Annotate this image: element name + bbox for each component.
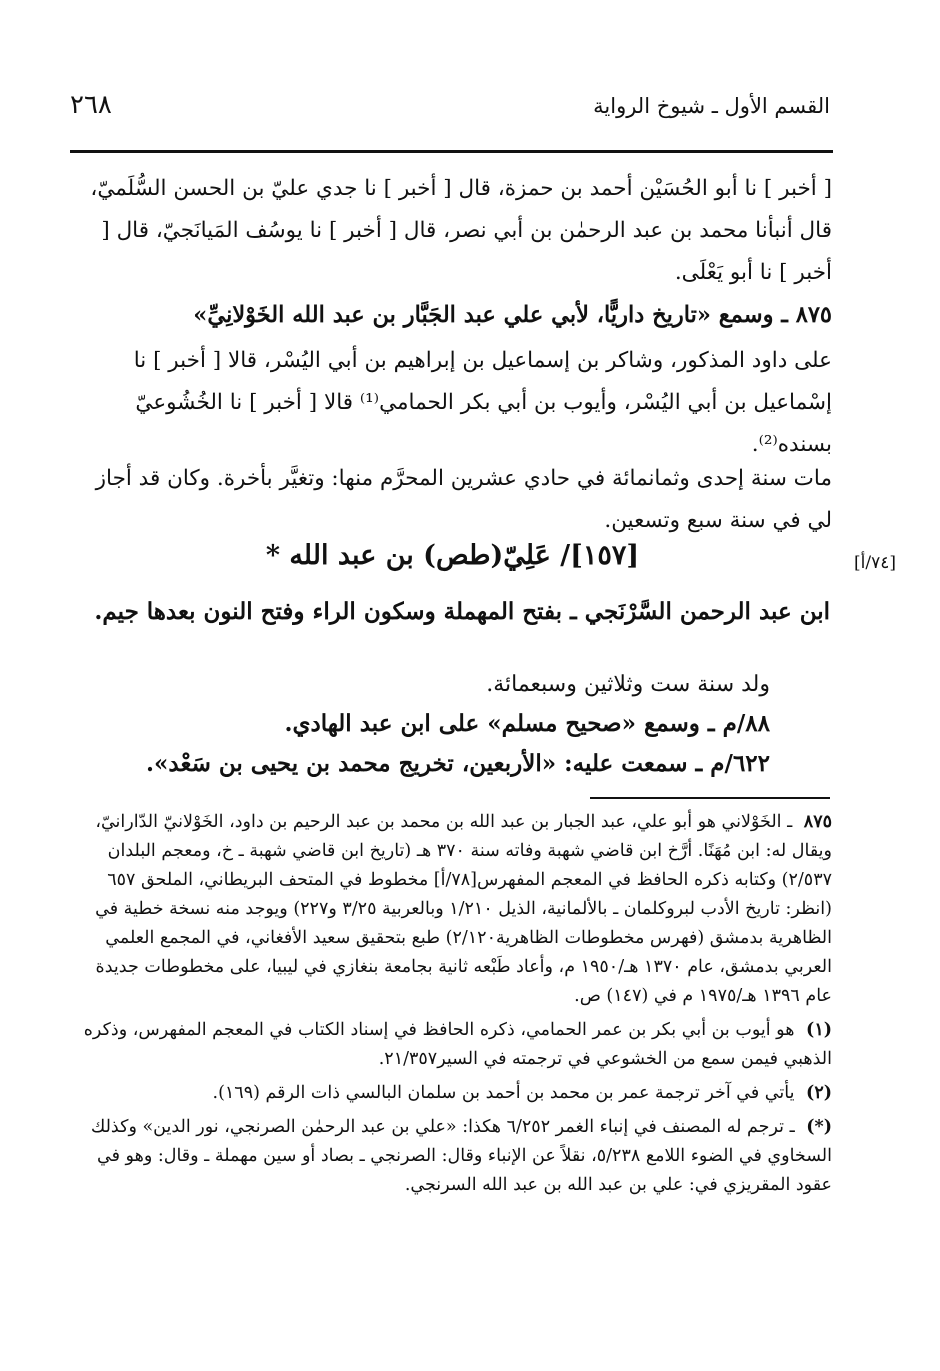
footnote-number: (٢) (806, 1083, 832, 1103)
footnotes (77, 808, 832, 1205)
footnote-number: (*) (806, 1117, 832, 1137)
paragraph-death: مات سنة إحدى وثمانمائة في حادي عشرين المحرَّم منها: وتغيَّر بأخرة. وكان قد أجاز لي في سنة سبع وتسعين. (95, 466, 832, 533)
footnote-text: ـ الخَوْلاني هو أبو علي، عبد الجبار بن عبد الله بن محمد بن عبد الرحيم بن داود، الخَوْلانيّ الدّارانيّ، ويقال له: ابن مُهَنًا. أرَّخ ابن قاضي شهبة وفاته سنة ٣٧٠ هـ (تاريخ ابن قاضي شهبة ـ خ، ومعجم البلدان ٢/٥٣٧) وكتابه ذكره الحافظ في المعجم المفهرس[٧٨/أ] مخطوط في المتحف البريطاني، الملحق ٦٥٧ (انظر: تاريخ الأدب لبروكلمان ـ بالألمانية، الذيل ١/٢١٠ وبالعربية ٣/٢٥ و٢٢٧) ويوجد منه نسخة خطية في الظاهرية بدمشق (فهرس مخطوطات الظاهرية٢/١٢٠) طبع بتحقيق سعيد الأفغاني، في المجمع العلمي العربي بدمشق، عام ١٣٧٠ هـ/١٩٥٠ م، وأعاد طَبْعه ثانية بجامعة بنغازي في ليبيا، على مخطوطات جديدة عام ١٣٩٦ هـ/١٩٧٥ م في (١٤٧) ص. (95, 812, 832, 1006)
footnote-875 (77, 808, 832, 1011)
footnote-text: يأتي في آخر ترجمة عمر بن محمد بن أحمد بن سلمان البالسي ذات الرقم (١٦٩). (212, 1083, 795, 1103)
footnote-1 (77, 1016, 832, 1074)
footnote-rule (590, 797, 830, 799)
paragraph-isnad: [ أخبر ] نا أبو الحُسَيْن أحمد بن حمزة، قال [ أخبر ] نا جدي عليّ بن الحسن السُّلَميّ، قال أنبأنا محمد بن عبد الرحمٰن بن أبي نصر، قال [ أخبر ] نا يوسُف المَيانَجيّ، قال [ أخبر ] نا أبو يَعْلَى. (90, 176, 832, 285)
entry-875-heading: ٨٧٥ ـ وسمع «تاريخ داريًّا، لأبي علي عبد الجَبَّار بن عبد الله الخَوْلانِيِّ» (193, 302, 832, 328)
footnote-2 (77, 1079, 832, 1108)
page-header (70, 90, 830, 130)
entry-88: ٨٨/م ـ وسمع «صحيح مسلم» على ابن عبد الهادي. (284, 710, 770, 737)
footnote-text: هو أيوب بن أبي بكر بن عمر الحمامي، ذكره الحافظ في إسناد الكتاب في المعجم المفهرس، وذكره الذهبي فيمن سمع من الخشوعي في ترجمته في السير٢١/٣٥٧. (83, 1020, 832, 1069)
biography-heading: [١٥٧]/ عَلِيّ(طص) بن عبد الله * (265, 540, 640, 571)
page-number: ٢٦٨ (70, 90, 112, 120)
header-rule (70, 150, 833, 153)
birth-line: ولد سنة ست وثلاثين وسبعمائة. (486, 672, 770, 697)
margin-folio-reference: [٧٤/أ] (854, 553, 896, 573)
footnote-number: (١) (806, 1020, 832, 1040)
biography-description: ابن عبد الرحمن السَّرْنَجي ـ بفتح المهملة وسكون الراء وفتح النون بعدها جيم. (94, 598, 830, 625)
running-title: القسم الأول ـ شيوخ الرواية (593, 94, 830, 118)
footnote-star (77, 1113, 832, 1200)
paragraph-transmitters: على داود المذكور، وشاكر بن إسماعيل بن إبراهيم بن أبي اليُسْر، قالا [ أخبر ] نا إسْماعيل بن أبي اليُسْر، وأيوب بن أبي بكر الحمامي⁽¹⁾ قالا [ أخبر ] نا الخُشُوعيّ بسنده⁽²⁾. (133, 348, 832, 457)
footnote-text: ـ ترجم له المصنف في إنباء الغمر ٦/٢٥٢ هكذا: «علي بن عبد الرحمٰن الصرنجي، نور الدين» وكذلك السخاوي في الضوء اللامع ٥/٢٣٨، نقلاً عن الإنباء وقال: الصرنجي ـ بصاد أو سين مهملة ـ وقال: وهو في عقود المقريزي في: علي بن عبد الله بن عبد الله السرنجي. (90, 1117, 832, 1195)
entry-622: ٦٢٢/م ـ سمعت عليه: «الأربعين، تخريج محمد بن يحيى بن سَعْد». (146, 750, 770, 777)
footnote-number: ٨٧٥ (803, 812, 832, 832)
